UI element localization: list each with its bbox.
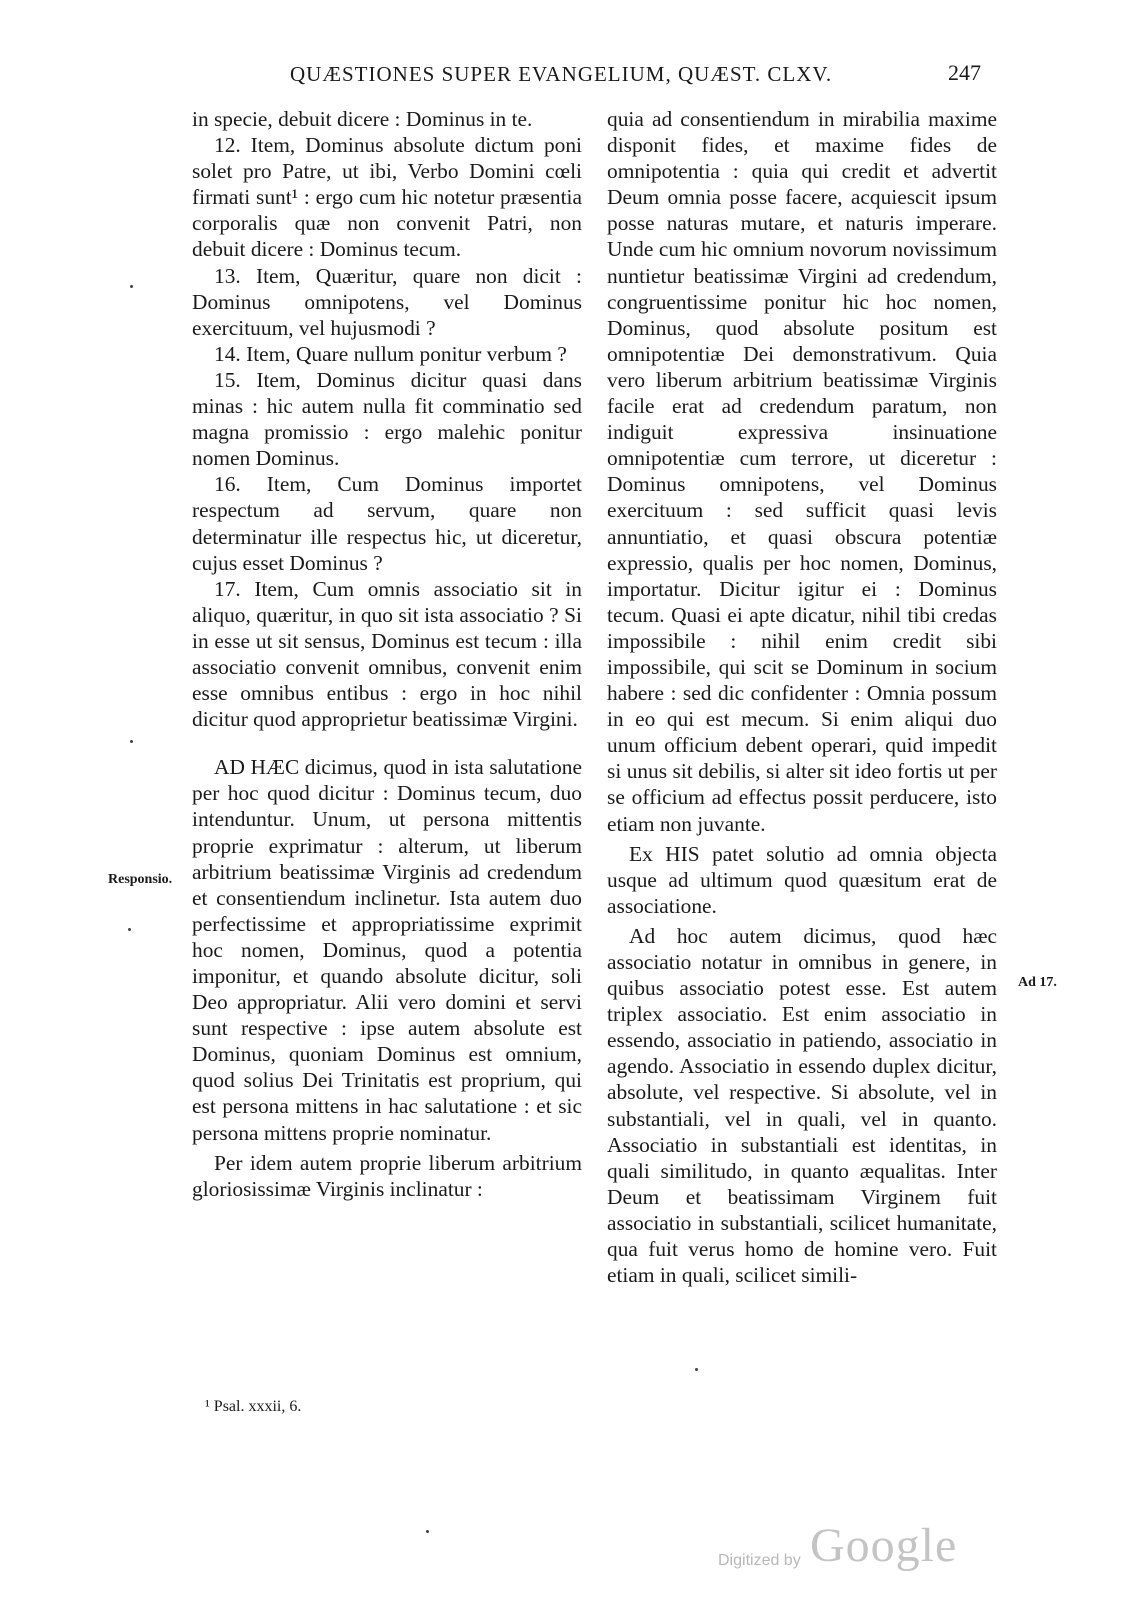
paragraph: AD HÆC dicimus, quod in ista salutatione per hoc quod dicitur : Dominus tecum, duo intenduntur. Unum, ut persona mittentis proprie exprimatur : alterum, ut liberum arbitrium beatissimæ Virginis ad credendum et consentiendum inclinetur. Ista autem duo perfectissime et appropriatissime exprimit hoc nomen, Dominus, quod a potentia imponitur, et quando absolute dicitur, soli Deo appropriatur. Alii vero domini et servi sunt respective : ipse autem absolute est Dominus, quoniam Dominus est omnium, quod solius Dei Trinitatis est proprium, qui est persona mittens in hac salutatione : et sic persona mittens proprie nominatur. [192, 755, 582, 1145]
stray-mark [695, 1368, 698, 1371]
digitized-by-label: Digitized by [718, 1552, 801, 1569]
paragraph: 14. Item, Quare nullum ponitur verbum ? [214, 341, 567, 366]
stray-mark [130, 740, 133, 743]
left-column [192, 106, 582, 1202]
paragraph: 16. Item, Cum Dominus importet respectum ad servum, quare non determinatur ille respectus hic, ut diceretur, cujus esset Dominus ? [192, 472, 582, 575]
stray-mark [128, 928, 131, 931]
paragraph: 13. Item, Quæritur, quare non dicit : Dominus omnipotens, vel Dominus exercituum, vel hujusmodi ? [192, 263, 582, 340]
paragraph: Per idem autem proprie liberum arbitrium gloriosissimæ Virginis inclinatur : [192, 1150, 582, 1201]
paragraph: 12. Item, Dominus absolute dictum poni solet pro Patre, ut ibi, Verbo Domini cœli firmati sunt¹ : ergo cum hic notetur præsentia corporalis quæ non convenit Patri, non debuit dicere : Dominus tecum. [192, 133, 582, 262]
page-number: 247 [948, 60, 981, 85]
paragraph: in specie, debuit dicere : Dominus in te. [192, 107, 533, 131]
google-watermark: Google [810, 1519, 958, 1572]
margin-note-ad17: Ad 17. [1018, 975, 1057, 990]
right-column [607, 106, 997, 1288]
running-head: QUÆSTIONES SUPER EVANGELIUM, QUÆST. CLXV. [290, 62, 833, 86]
paragraph: 17. Item, Cum omnis associatio sit in aliquo, quæritur, in quo sit ista associatio ? Si in esse ut sit sensus, Dominus est tecum : illa associatio convenit omnibus, convenit enim esse omnibus entibus : ergo in hoc nihil dicitur quod approprietur beatissimæ Virgini. [192, 576, 582, 732]
paragraph: Ad hoc autem dicimus, quod hæc associatio notatur in omnibus in genere, in quibus associatio potest esse. Est autem triplex associatio. Est enim associatio in essendo, associatio in patiendo, associatio in agendo. Associatio in essendo duplex dicitur, absolute, vel respective. Si absolute, vel in substantiali, vel in quali, vel in quanto. Associatio in substantiali est identitas, in quali similitudo, in quanto æqualitas. Inter Deum et beatissimam Virginem fuit associatio in substantiali, scilicet humanitate, qua fuit verus homo de homine vero. Fuit etiam in quali, scilicet simili- [607, 923, 997, 1288]
stray-mark [130, 285, 133, 288]
margin-note-responsio: Responsio. [108, 872, 173, 887]
stray-mark [426, 1530, 429, 1533]
paragraph: Ex HIS patet solutio ad omnia objecta usque ad ultimum quod quæsitum erat de associatione. [607, 841, 997, 918]
paragraph: quia ad consentiendum in mirabilia maxime disponit fides, et maxime fides de omnipotentia : quia qui credit et advertit Deum omnia posse facere, acquiescit ipsum posse naturas mutare, et naturis imperare. Unde cum hic omnium novorum novissimum nuntietur beatissimæ Virgini ad credendum, congruentissime ponitur hic hoc nomen, Dominus, quod absolute positum est omnipotentiæ Dei demonstrativum. Quia vero liberum arbitrium beatissimæ Virginis facile erat ad credendum paratum, non indiguit expressiva insinuatione omnipotentiæ cum terrore, ut diceretur : Dominus omnipotens, vel Dominus exercituum : sed sufficit quasi levis annuntiatio, et quasi obscura potentiæ expressio, qualis per hoc nomen, Dominus, importatur. Dicitur igitur ei : Dominus tecum. Quasi ei apte dicatur, nihil tibi credas impossibile : nihil enim credit sibi impossibile, qui scit se Dominum in socium habere : sed dic confidenter : Omnia possum in eo qui est mecum. Si enim aliqui duo unum officium debent operari, quid impedit si unus sit debilis, si alter sit ideo fortis ut per se officium ad effectus possit perducere, isto etiam non juvante. [607, 107, 997, 836]
footnote: ¹ Psal. xxxii, 6. [205, 1398, 302, 1415]
paragraph: 15. Item, Dominus dicitur quasi dans minas : hic autem nulla fit comminatio sed magna promissio : ergo malehic ponitur nomen Dominus. [192, 367, 582, 471]
